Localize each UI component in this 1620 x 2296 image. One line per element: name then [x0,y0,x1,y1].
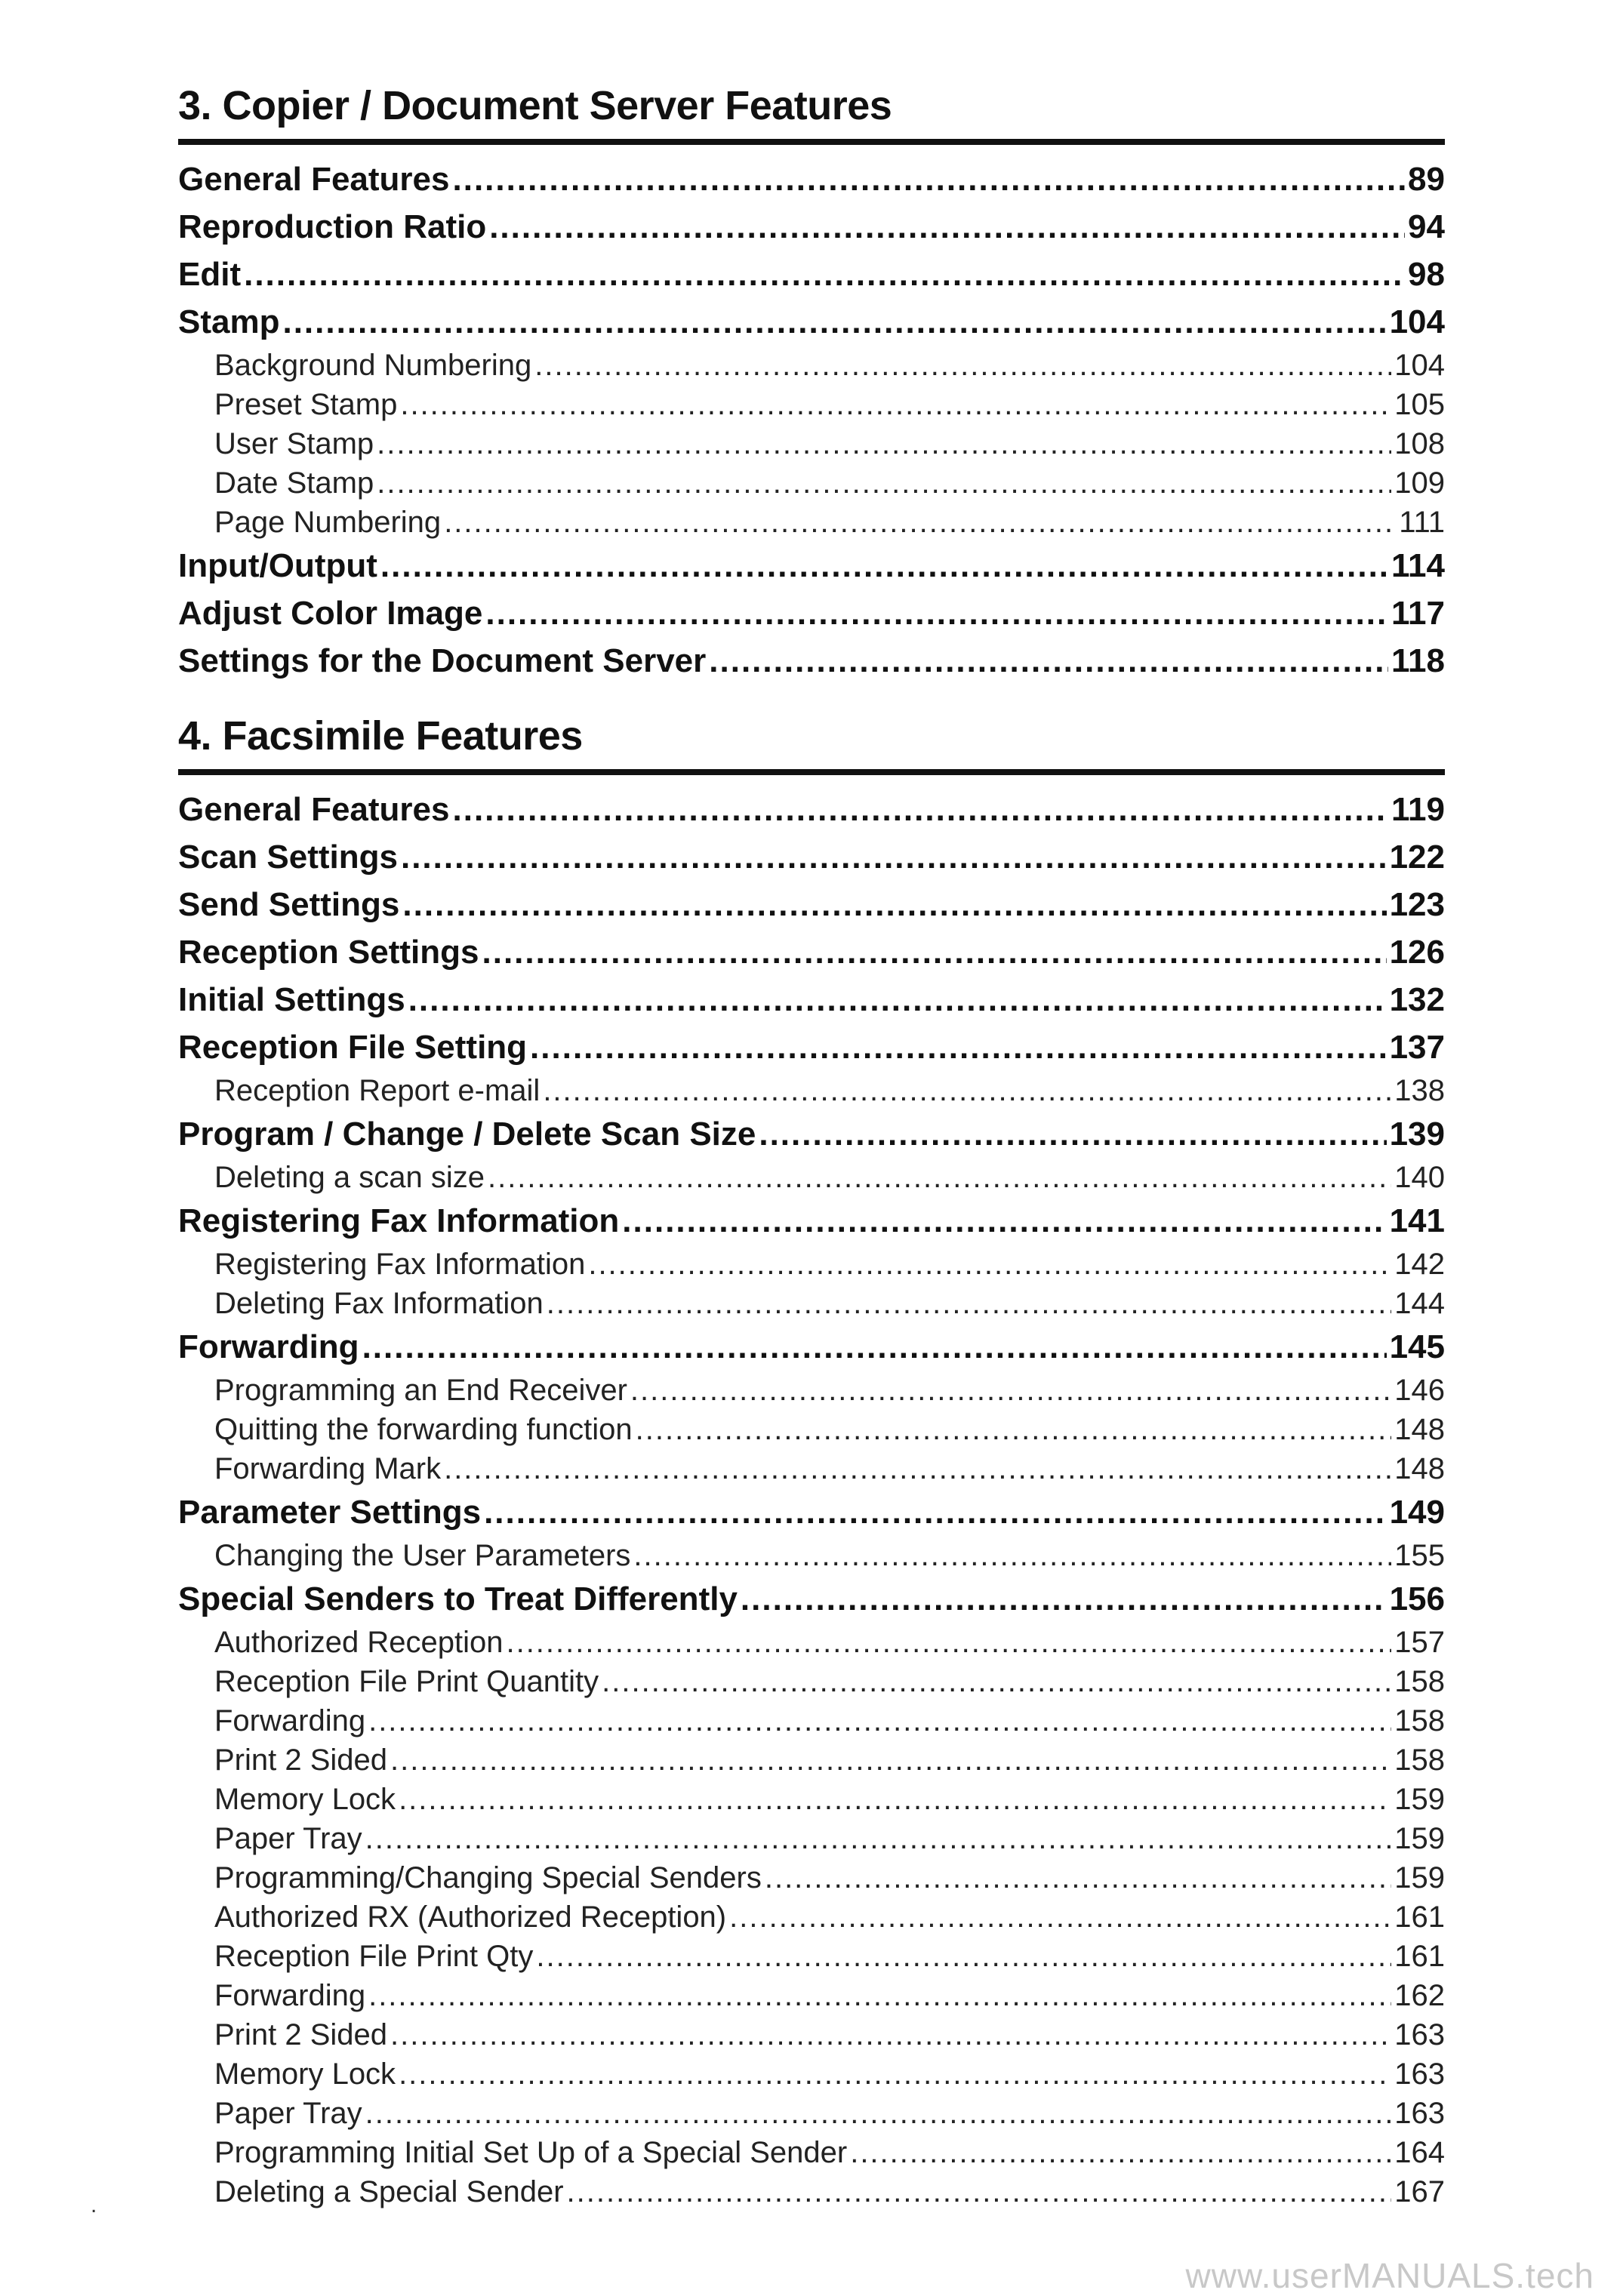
toc-page-number: 140 [1394,1161,1445,1194]
toc-entry-label: Forwarding [214,1979,366,2012]
toc-page-number: 162 [1394,1979,1445,2012]
toc-entry-label: Initial Settings [178,981,405,1018]
toc-subentry[interactable] [178,1937,1445,1976]
toc-leader-dots [408,976,1387,1023]
toc-page-number: 111 [1399,506,1445,539]
toc-leader-dots [547,1284,1391,1323]
toc-leader-dots [484,1488,1387,1536]
toc-leader-dots [530,1023,1387,1071]
toc-page-number: 141 [1389,1202,1445,1239]
toc-page-number: 159 [1394,1822,1445,1855]
toc-page-number: 158 [1394,1665,1445,1698]
toc-page-number: 105 [1394,388,1445,421]
toc-leader-dots [401,833,1387,881]
toc-subentry[interactable] [178,1536,1445,1575]
toc-page-number: 114 [1391,547,1445,584]
toc-entry-label: Settings for the Document Server [178,642,707,679]
toc-page-number: 94 [1408,208,1445,245]
toc-leader-dots [390,2015,1391,2054]
toc-entry[interactable] [178,1110,1445,1158]
toc-page-number: 161 [1394,1940,1445,1973]
toc-subentry[interactable] [178,503,1445,542]
toc-entry-label: Deleting a Special Sender [214,2175,564,2208]
toc-entry-label: Memory Lock [214,1783,396,1816]
section-rule [178,139,1445,145]
toc-subentry[interactable] [178,1410,1445,1449]
toc-leader-dots [622,1197,1386,1245]
toc-subentry[interactable] [178,1284,1445,1323]
toc-page-number: 117 [1391,595,1445,632]
toc-leader-dots [399,2054,1391,2094]
toc-entry-label: General Features [178,161,450,198]
toc-leader-dots [282,298,1386,346]
toc-leader-dots [444,1449,1391,1488]
toc-entry[interactable] [178,1023,1445,1071]
toc-entry-label: Print 2 Sided [214,2018,388,2051]
toc-leader-dots [602,1662,1391,1701]
toc-entry[interactable] [178,155,1445,203]
toc-entry-label: Programming an End Receiver [214,1374,627,1407]
toc-entry-label: Changing the User Parameters [214,1539,631,1572]
toc-entry-label: Programming Initial Set Up of a Special Sender [214,2136,848,2169]
toc-leader-dots [759,1110,1386,1158]
toc-entry[interactable] [178,833,1445,881]
toc-subentry[interactable] [178,1701,1445,1740]
toc-subentry[interactable] [178,1662,1445,1701]
toc-leader-dots [536,1937,1391,1976]
toc-entry[interactable] [178,637,1445,685]
toc-page-number: 108 [1394,427,1445,460]
toc-subentry[interactable] [178,2133,1445,2172]
toc-entry[interactable] [178,1488,1445,1536]
toc-page-number: 163 [1394,2057,1445,2091]
toc-entry[interactable] [178,298,1445,346]
toc-subentry[interactable] [178,2054,1445,2094]
toc-entry-label: Forwarding Mark [214,1452,442,1485]
toc-page-number: 138 [1394,1074,1445,1107]
toc-entry-label: Registering Fax Information [214,1248,586,1281]
toc-entry-label: Deleting a scan size [214,1161,485,1194]
toc-leader-dots [399,1780,1391,1819]
toc-leader-dots [380,542,1388,589]
toc-leader-dots [368,1701,1391,1740]
toc-entry[interactable] [178,928,1445,976]
toc-entry-label: Preset Stamp [214,388,398,421]
toc-subentry[interactable] [178,2172,1445,2211]
toc-leader-dots [543,1071,1391,1110]
toc-entry-label: Registering Fax Information [178,1202,620,1239]
toc-leader-dots [453,786,1389,833]
toc-leader-dots [765,1858,1391,1897]
toc-section [178,713,1445,2211]
toc-page-number: 155 [1394,1539,1445,1572]
toc-page-number: 132 [1389,981,1445,1018]
section-title: 3. Copier / Document Server Features [178,83,892,128]
toc-page-number: 159 [1394,1783,1445,1816]
toc-subentry[interactable] [178,1071,1445,1110]
toc-leader-dots [567,2172,1392,2211]
toc-subentry[interactable] [178,1449,1445,1488]
toc-leader-dots [244,251,1405,298]
toc-leader-dots [365,1819,1392,1858]
toc-leader-dots [453,155,1406,203]
toc-entry-label: Reception Report e-mail [214,1074,541,1107]
toc-leader-dots [633,1536,1391,1575]
toc-subentry[interactable] [178,2094,1445,2133]
toc-leader-dots [729,1897,1391,1937]
toc-leader-dots [709,637,1388,685]
toc-entry[interactable] [178,589,1445,637]
toc-entry[interactable] [178,786,1445,833]
toc-entry-label: Send Settings [178,886,400,923]
toc-page-number: 118 [1391,642,1445,679]
toc-entry-label: Adjust Color Image [178,595,483,632]
toc-section [178,83,1445,685]
toc-subentry[interactable] [178,1371,1445,1410]
toc-entry-label: Quitting the forwarding function [214,1413,633,1446]
toc-entry-label: Page Numbering [214,506,442,539]
toc-entry-label: Scan Settings [178,839,398,876]
toc-page-number: 144 [1394,1287,1445,1320]
toc-page-number: 148 [1394,1413,1445,1446]
toc-page-number: 148 [1394,1452,1445,1485]
toc-entry-label: Edit [178,256,242,293]
toc-page-number: 109 [1394,466,1445,500]
section-rule [178,769,1445,775]
toc-page-number: 146 [1394,1374,1445,1407]
toc-leader-dots [402,881,1386,928]
watermark: www.userMANUALS.tech [1185,2256,1594,2295]
toc-entry[interactable] [178,1197,1445,1245]
toc-subentry[interactable] [178,385,1445,424]
toc-entry-label: Reception File Print Quantity [214,1665,599,1698]
toc-entry[interactable] [178,976,1445,1023]
footer-mark: . [91,2193,97,2218]
toc-entry-label: Deleting Fax Information [214,1287,544,1320]
toc-entry[interactable] [178,881,1445,928]
toc-leader-dots [489,203,1405,251]
toc-leader-dots [506,1623,1391,1662]
toc-page-number: 139 [1389,1116,1445,1153]
toc-entry-label: Reception File Print Qty [214,1940,534,1973]
toc-entry-label: Background Numbering [214,349,532,382]
toc-entry-label: General Features [178,791,450,828]
toc-subentry[interactable] [178,346,1445,385]
toc-page-number: 164 [1394,2136,1445,2169]
toc-subentry[interactable] [178,1897,1445,1937]
toc-entry-label: Program / Change / Delete Scan Size [178,1116,756,1153]
toc-leader-dots [377,424,1391,463]
toc-subentry[interactable] [178,1623,1445,1662]
toc-leader-dots [482,928,1387,976]
toc-leader-dots [741,1575,1387,1623]
toc-page-number: 89 [1408,161,1445,198]
toc-page-number: 156 [1389,1580,1445,1617]
toc-entry[interactable] [178,542,1445,589]
toc-entry-label: Stamp [178,303,280,340]
toc-leader-dots [444,503,1396,542]
toc-entry-label: Authorized RX (Authorized Reception) [214,1901,727,1934]
toc-entry-label: Special Senders to Treat Differently [178,1580,738,1617]
toc-entry-label: User Stamp [214,427,374,460]
toc-entry-label: Forwarding [214,1704,366,1737]
toc-subentry[interactable] [178,1780,1445,1819]
toc-page-number: 98 [1408,256,1445,293]
toc-page-number: 161 [1394,1901,1445,1934]
toc-page-number: 142 [1394,1248,1445,1281]
toc-subentry[interactable] [178,1245,1445,1284]
toc-entry-label: Date Stamp [214,466,374,500]
toc-entry-label: Print 2 Sided [214,1744,388,1777]
toc-leader-dots [485,589,1388,637]
toc-leader-dots [488,1158,1391,1197]
toc-entry[interactable] [178,251,1445,298]
toc-entry-label: Memory Lock [214,2057,396,2091]
toc-entry-label: Reception Settings [178,934,479,971]
toc-subentry[interactable] [178,1819,1445,1858]
toc-subentry[interactable] [178,1858,1445,1897]
toc-page-number: 149 [1389,1494,1445,1531]
toc-page-number: 137 [1389,1029,1445,1066]
toc-page-number: 126 [1389,934,1445,971]
toc-entry-label: Authorized Reception [214,1626,504,1659]
toc-subentry[interactable] [178,1740,1445,1780]
toc-leader-dots [636,1410,1392,1449]
toc-page-number: 104 [1389,303,1445,340]
toc-leader-dots [400,385,1391,424]
toc-entry[interactable] [178,1575,1445,1623]
toc-page-number: 163 [1394,2018,1445,2051]
toc-leader-dots [362,1323,1387,1371]
toc-entry-label: Programming/Changing Special Senders [214,1861,762,1894]
toc-subentry[interactable] [178,1158,1445,1197]
toc-leader-dots [390,1740,1391,1780]
toc-entry-label: Reproduction Ratio [178,208,487,245]
toc-page [178,83,1445,2240]
toc-leader-dots [534,346,1391,385]
toc-leader-dots [588,1245,1391,1284]
toc-page-number: 158 [1394,1704,1445,1737]
toc-leader-dots [850,2133,1391,2172]
toc-page-number: 104 [1394,349,1445,382]
toc-leader-dots [365,2094,1392,2133]
toc-entry[interactable] [178,1323,1445,1371]
toc-entry-label: Forwarding [178,1328,359,1365]
toc-entry-label: Paper Tray [214,2097,362,2130]
toc-entry[interactable] [178,203,1445,251]
toc-subentry[interactable] [178,2015,1445,2054]
toc-page-number: 163 [1394,2097,1445,2130]
toc-page-number: 158 [1394,1744,1445,1777]
toc-page-number: 122 [1389,839,1445,876]
toc-leader-dots [377,463,1391,503]
toc-list [178,155,1445,685]
toc-page-number: 157 [1394,1626,1445,1659]
toc-subentry[interactable] [178,463,1445,503]
toc-list [178,786,1445,2211]
toc-entry-label: Input/Output [178,547,377,584]
toc-entry-label: Reception File Setting [178,1029,528,1066]
toc-subentry[interactable] [178,1976,1445,2015]
toc-subentry[interactable] [178,424,1445,463]
toc-entry-label: Paper Tray [214,1822,362,1855]
toc-page-number: 119 [1391,791,1445,828]
toc-page-number: 159 [1394,1861,1445,1894]
toc-page-number: 145 [1389,1328,1445,1365]
section-title: 4. Facsimile Features [178,713,583,759]
toc-page-number: 167 [1394,2175,1445,2208]
toc-entry-label: Parameter Settings [178,1494,482,1531]
toc-page-number: 123 [1389,886,1445,923]
toc-leader-dots [368,1976,1391,2015]
toc-leader-dots [630,1371,1391,1410]
